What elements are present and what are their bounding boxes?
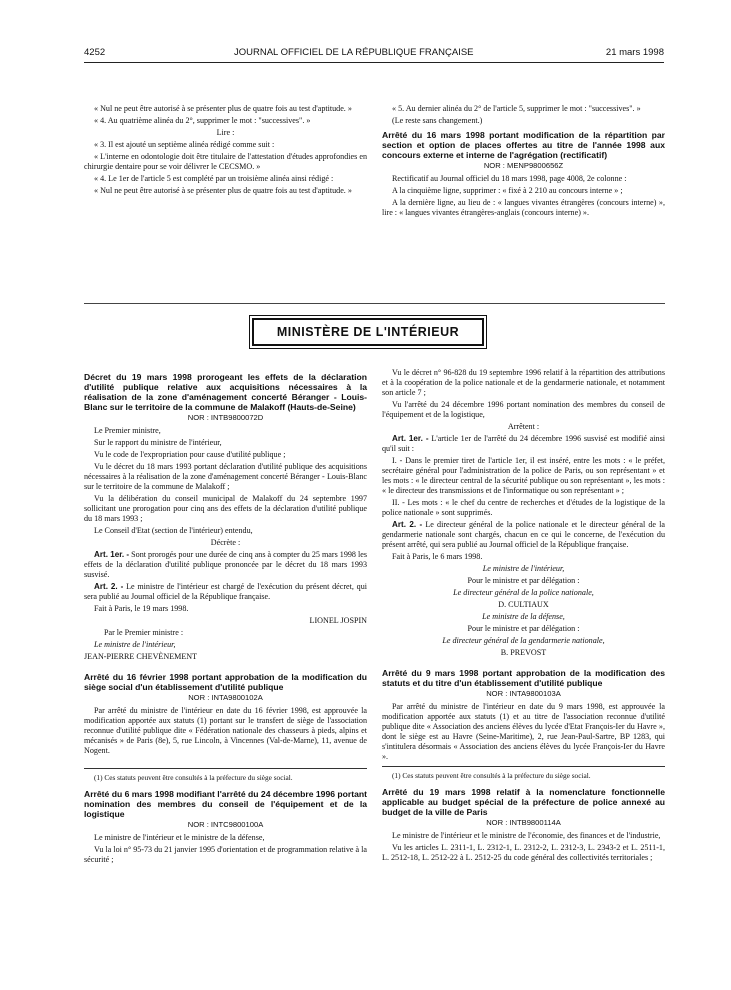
article-label: Art. 2. - [94, 582, 124, 591]
divider [84, 303, 665, 304]
minister-name: JEAN-PIERRE CHEVÈNEMENT [84, 652, 198, 661]
journal-title: JOURNAL OFFICIEL DE LA RÉPUBLIQUE FRANÇAISE [234, 47, 474, 58]
article-text: Sont prorogés pour une durée de cinq ans à compter du 25 mars 1998 les effets de la déclaration d'utilité publique prononcée par le décret du 18 mars 1993 susvisé. [84, 550, 367, 579]
paragraph: A la dernière ligne, au lieu de : « langues vivantes étrangères (concours interne) », lire : « langues vivantes étrangères-anglais (concours interne) ». [382, 198, 665, 217]
paragraph: « 4. Au quatrième alinéa du 2°, supprimer le mot : "successives". » [94, 116, 311, 125]
arrete-title: Arrêté du 16 février 1998 portant approbation de la modification du siège social d'un établissement d'utilité publique [84, 672, 367, 692]
paragraph: « L'interne en odontologie doit être titulaire de l'attestation d'études approfondies en chirurgie dentaire pour se voir délivrer le CECSMO. » [84, 152, 367, 171]
paragraph: Vu le décret n° 96-828 du 19 septembre 1996 relatif à la répartition des attributions et à la coopération de la police nationale et de la gendarmerie nationale, et notamment son article 7 ; [382, 368, 665, 397]
paragraph: Vu la délibération du conseil municipal de Malakoff du 24 septembre 1997 sollicitant une prorogation pour cinq ans des effets de la déclaration d'utilité publique du 18 mars 1993 ; [84, 494, 367, 523]
minister-role: Le ministre de l'intérieur, [94, 640, 176, 649]
paragraph: II. - Les mots : « le chef du centre de recherches et d'études de la logistique de la police nationale » sont supprimés. [382, 498, 665, 517]
delegation: Pour le ministre et par délégation : [467, 624, 580, 633]
top-left-column [84, 104, 367, 198]
right-column [382, 368, 665, 865]
footnote: (1) Ces statuts peuvent être consultés à la préfecture du siège social. [84, 768, 367, 783]
article [84, 582, 367, 602]
article-text: Le directeur général de la police nationale et le directeur général de la gendarmerie nationale sont chargés, chacun en ce qui le concerne, de l'exécution du présent arrêté, qui sera publié au Journal officiel de la République française. [382, 520, 665, 549]
paragraph: Le ministre de l'intérieur et le ministre de la défense, [94, 833, 265, 842]
article-text: Le ministre de l'intérieur est chargé de l'exécution du présent décret, qui sera publié au Journal officiel de la République française. [84, 582, 367, 601]
decrete: Décrète : [210, 538, 241, 547]
nor-reference: NOR : INTA9800103A [486, 689, 561, 698]
signer-director: Le directeur général de la police nationale, [453, 588, 594, 597]
delegation: Pour le ministre et par délégation : [467, 576, 580, 585]
paragraph: Par arrêté du ministre de l'intérieur en date du 9 mars 1998, est approuvée la modification apportée aux statuts (1) et au titre de l'association reconnue d'utilité publique dite « Association des anciens élèves du lycée d'Etat François-Ier du Havre », dont le siège est au Havre (Seine-Maritime), 2, rue Jean-Paul-Sartre, BP 1283, qui s'intitulera désormais « Association des anciens élèves du lycée François-Ier du Havre ». [382, 702, 665, 761]
decree-title: Décret du 19 mars 1998 prorogeant les effets de la déclaration d'utilité publique relative aux acquisitions nécessaires à la réalisation de la zone d'aménagement concerté Béranger - Louis-Blanc sur le territoire de la commune de Malakoff (Hauts-de-Seine) [84, 372, 367, 412]
paragraph: Lire : [216, 128, 235, 137]
paragraph: Le Premier ministre, [94, 426, 161, 435]
paragraph: Vu l'arrêté du 24 décembre 1996 portant nomination des membres du conseil de l'équipement et de la logistique, [382, 400, 665, 419]
article [382, 434, 665, 454]
paragraph: Par arrêté du ministre de l'intérieur en date du 16 février 1998, est approuvée la modification apportée aux statuts (1) portant sur le transfert de siège de l'association reconnue d'utilité publique dite « Fédération nationale des chasseurs à pieds, alpins et mécanisés » de Paris (8e), 5, rue Lincoln, à Vincennes (Val-de-Marne), 11, avenue de Nogent. [84, 706, 367, 755]
footnote: (1) Ces statuts peuvent être consultés à la préfecture du siège social. [382, 766, 665, 781]
top-right-column [382, 104, 665, 220]
arrete-title: Arrêté du 19 mars 1998 relatif à la nomenclature fonctionnelle applicable au budget spécial de la préfecture de police annexé au budget de la ville de Paris [382, 787, 665, 817]
article-label: Art. 1er. - [94, 550, 130, 559]
paragraph: Vu la loi n° 95-73 du 21 janvier 1995 d'orientation et de programmation relative à la sécurité ; [84, 845, 367, 864]
issue-date: 21 mars 1998 [605, 47, 664, 58]
article [382, 520, 665, 550]
article [84, 550, 367, 580]
nor-reference: NOR : INTC9800100A [187, 820, 264, 829]
arrete-title: Arrêté du 9 mars 1998 portant approbation de la modification des statuts et du titre d'un établissement d'utilité publique [382, 668, 665, 688]
left-column [84, 368, 367, 867]
paragraph: Rectificatif au Journal officiel du 18 mars 1998, page 4008, 2e colonne : [392, 174, 627, 183]
paragraph: Le ministre de l'intérieur et le ministre de l'économie, des finances et de l'industrie, [392, 831, 661, 840]
signer-role: Le ministre de la défense, [482, 612, 565, 621]
page-header [84, 46, 664, 63]
article-text: L'article 1er de l'arrêté du 24 décembre 1996 susvisé est modifié ainsi qu'il suit : [382, 434, 665, 453]
nor-reference: NOR : INTB9800114A [486, 818, 561, 827]
paragraph: I. - Dans le premier tiret de l'article 1er, il est inséré, entre les mots : « le préfet, secrétaire général pour l'administration de la police de Paris, ou son représentant » et les mots : « le directeur central de la sécurité publique ou son représentant », les mots : « le directeur des transmissions et de l'informatique ou son représentant » ; [382, 456, 665, 495]
paragraph: « 4. Le 1er de l'article 5 est complété par un troisième alinéa ainsi rédigé : [94, 174, 334, 183]
paragraph: Vu les articles L. 2311-1, L. 2312-1, L. 2312-2, L. 2312-3, L. 2343-2 et L. 2511-1, L. 2512-18, L. 2512-22 à L. 2512-25 du code général des collectivités territoriales ; [382, 843, 665, 862]
paragraph: Sur le rapport du ministre de l'intérieur, [94, 438, 222, 447]
arrete-title: Arrêté du 6 mars 1998 modifiant l'arrêté du 24 décembre 1996 portant nomination des membres du conseil de l'équipement et de la logistique [84, 789, 367, 819]
signer-name: B. PREVOST [500, 648, 547, 657]
nor-reference: NOR : MENP9800656Z [483, 161, 564, 170]
arretent: Arrêtent : [507, 422, 540, 431]
arrete-title: Arrêté du 16 mars 1998 portant modification de la répartition par section et option de places offertes au titre de l'année 1998 aux concours externe et interne de l'agrégation (rectificatif) [382, 130, 665, 160]
paragraph: « Nul ne peut être autorisé à se présenter plus de quatre fois au test d'aptitude. » [94, 104, 352, 113]
paragraph: A la cinquième ligne, supprimer : « fixé à 2 210 au concours interne » ; [392, 186, 623, 195]
paragraph: Vu le décret du 18 mars 1993 portant déclaration d'utilité publique des acquisitions nécessaires à la réalisation de la zone d'aménagement concerté Béranger - Louis-Blanc sur le territoire de la commune de Malakoff ; [84, 462, 367, 491]
signer-role: Le ministre de l'intérieur, [482, 564, 565, 573]
fait: Fait à Paris, le 19 mars 1998. [94, 604, 189, 613]
signatory: LIONEL JOSPIN [309, 616, 367, 625]
paragraph: « 3. Il est ajouté un septième alinéa rédigé comme suit : [94, 140, 275, 149]
fait: Fait à Paris, le 6 mars 1998. [392, 552, 483, 561]
article-label: Art. 1er. - [392, 434, 429, 443]
nor-reference: NOR : INTA9800102A [188, 693, 263, 702]
ministry-heading: MINISTÈRE DE L'INTÉRIEUR [252, 318, 484, 346]
page-number: 4252 [84, 47, 106, 58]
signer-director: Le directeur général de la gendarmerie nationale, [442, 636, 605, 645]
nor-reference: NOR : INTB9800072D [187, 413, 264, 422]
signer-name: D. CULTIAUX [498, 600, 549, 609]
paragraph: Le Conseil d'Etat (section de l'intérieur) entendu, [94, 526, 253, 535]
paragraph: Vu le code de l'expropriation pour cause d'utilité publique ; [94, 450, 286, 459]
par-le: Par le Premier ministre : [104, 628, 184, 637]
paragraph: « 5. Au dernier alinéa du 2° de l'article 5, supprimer le mot : "successives". » [392, 104, 641, 113]
article-label: Art. 2. - [392, 520, 423, 529]
paragraph: « Nul ne peut être autorisé à se présenter plus de quatre fois au test d'aptitude. » [94, 186, 352, 195]
paragraph: (Le reste sans changement.) [392, 116, 483, 125]
